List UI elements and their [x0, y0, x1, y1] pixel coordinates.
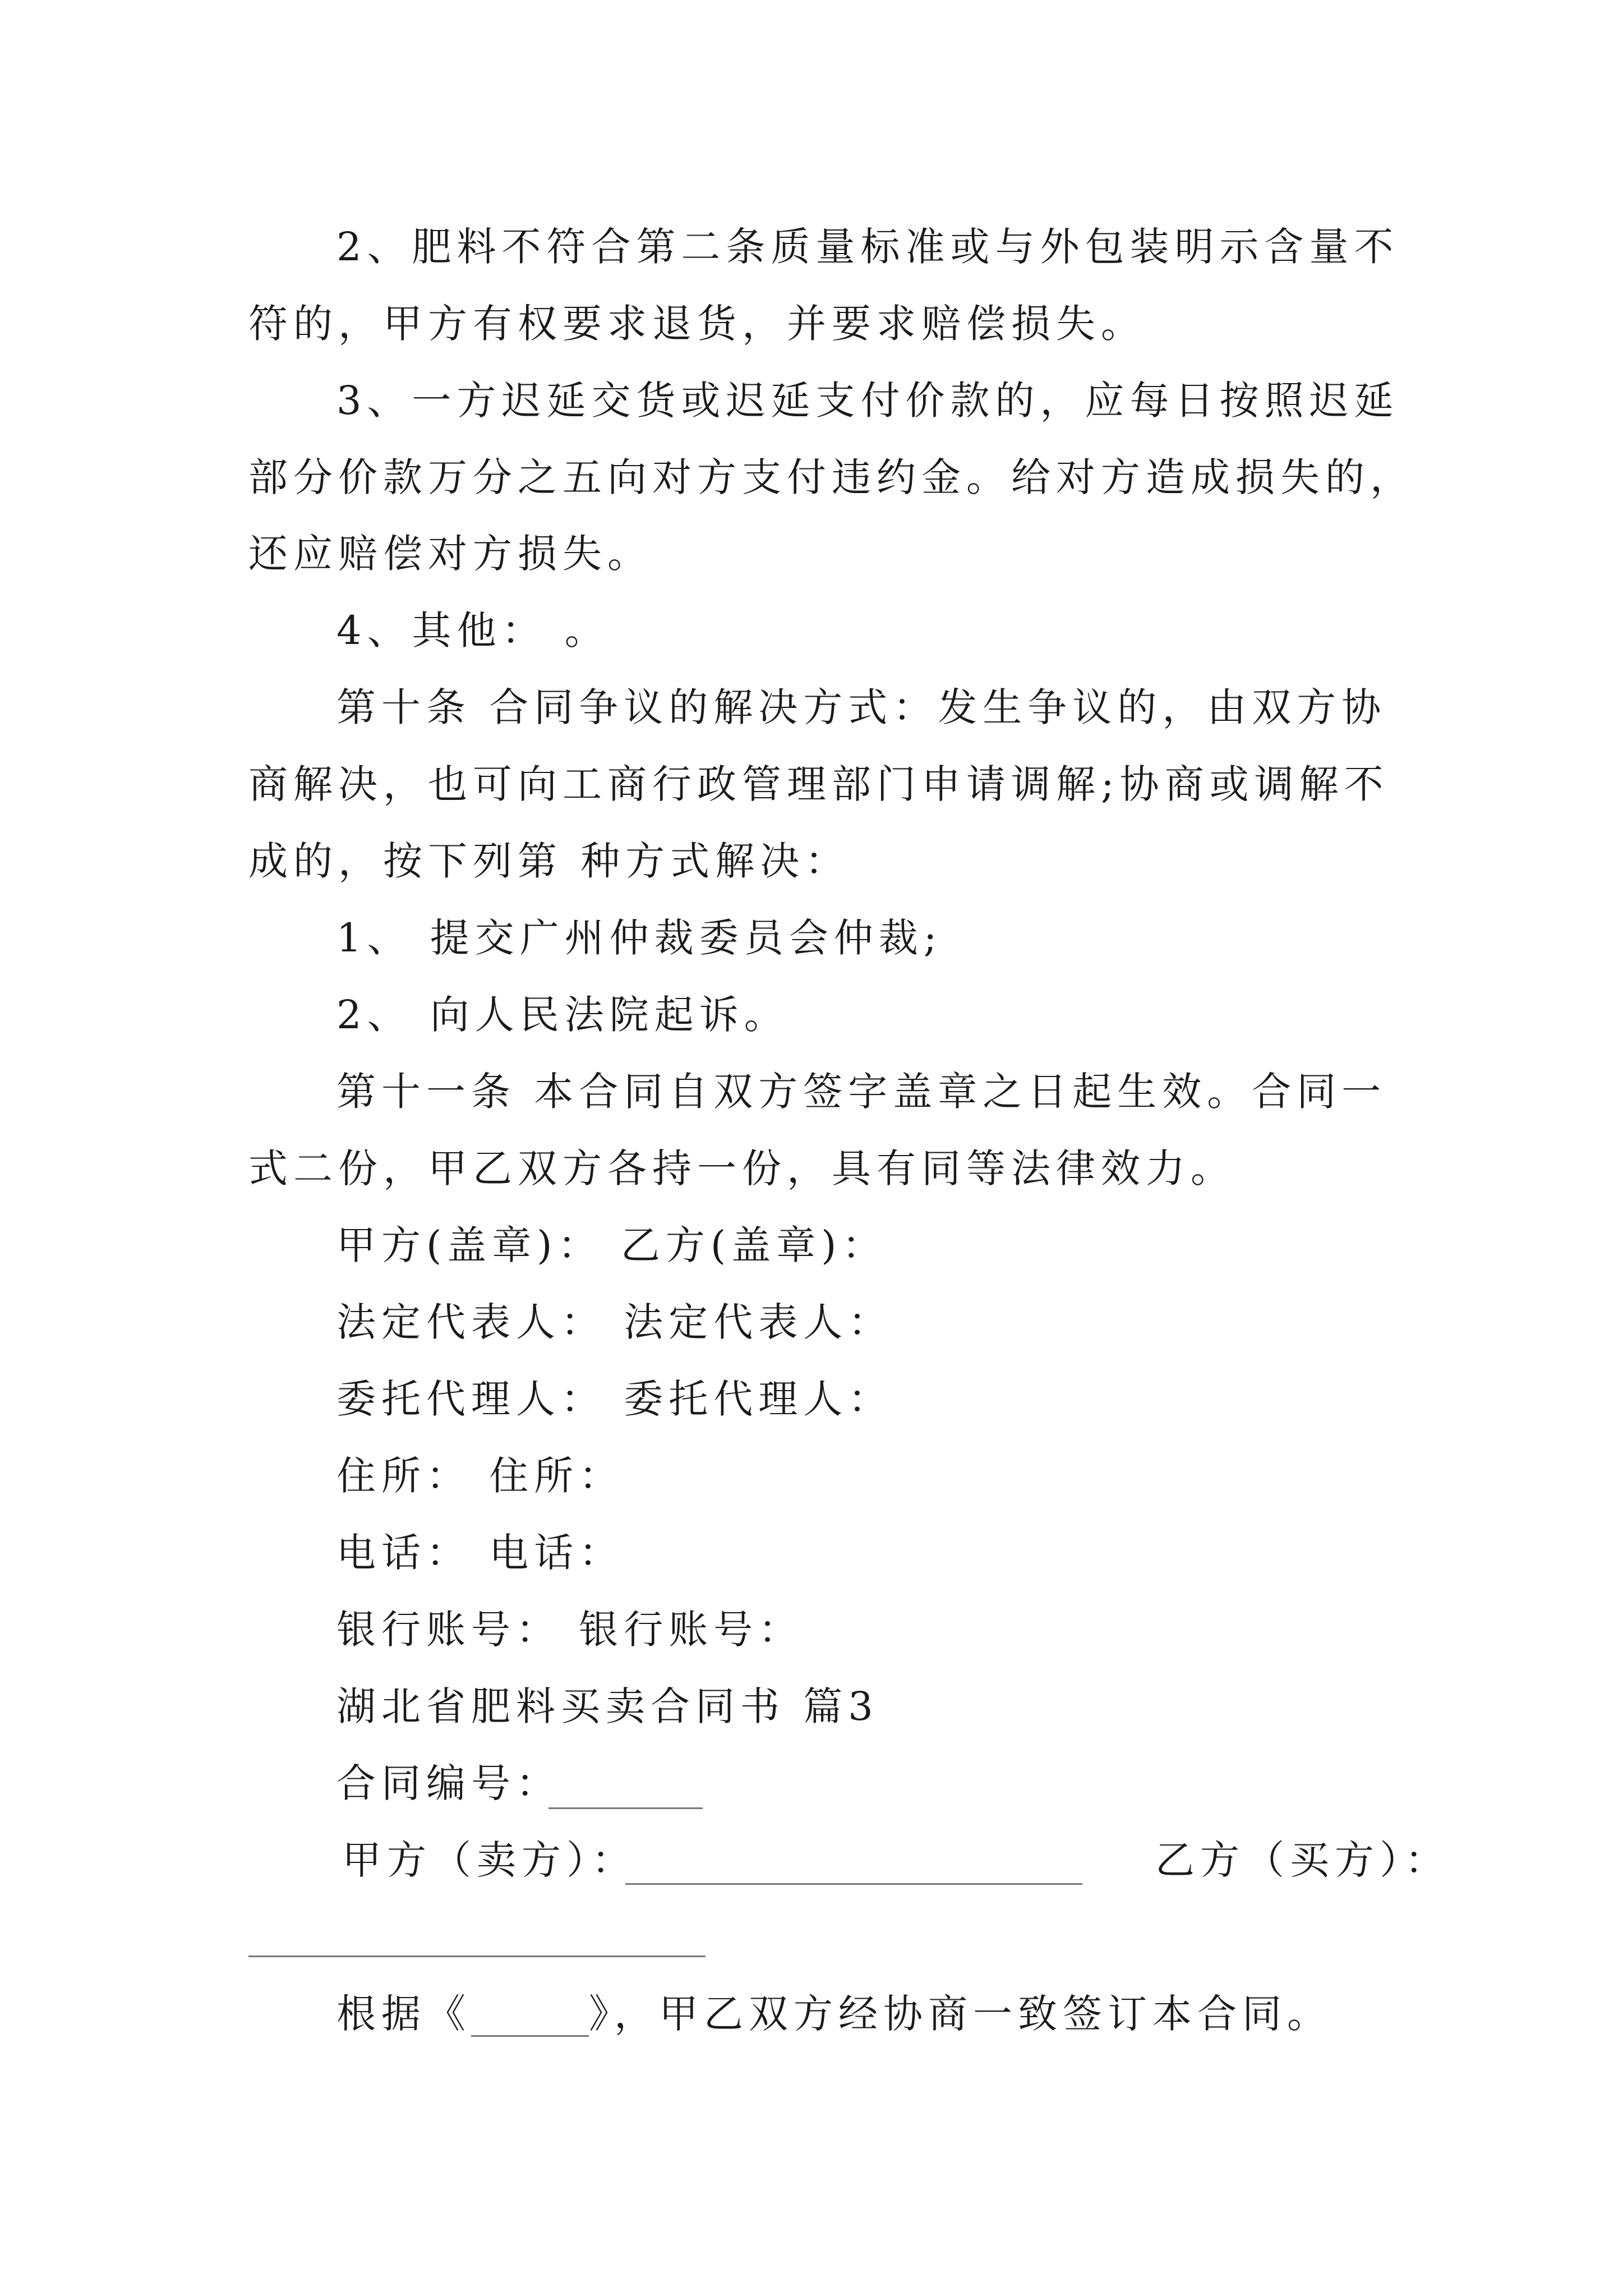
section-heading: 湖北省肥料买卖合同书 篇3 — [336, 1683, 879, 1729]
buyer-blank — [248, 1955, 706, 1957]
text-line: 电话： 电话： — [336, 1530, 624, 1576]
buyer-label: 乙方（买方）： — [1155, 1837, 1450, 1883]
text-line: 符的，甲方有权要求退货，并要求赔偿损失。 — [248, 301, 1146, 347]
text-line: 委托代理人： 委托代理人： — [336, 1376, 893, 1422]
seller-label: 甲方（卖方）： — [342, 1837, 637, 1883]
text-line: 2、 向人民法院起诉。 — [336, 992, 789, 1038]
text-line: 第十条 合同争议的解决方式：发生争议的，由双方协 — [336, 684, 1387, 730]
contract-number-blank — [548, 1807, 703, 1809]
contract-number-label: 合同编号： — [336, 1760, 561, 1806]
text-line: 成的，按下列第 种方式解决： — [248, 838, 850, 884]
contract-basis-line — [336, 1991, 1332, 2037]
text-line: 商解决，也可向工商行政管理部门申请调解;协商或调解不 — [248, 761, 1389, 807]
basis-suffix: 》，甲乙双方经协商一致签订本合同。 — [589, 1991, 1332, 2037]
text-line: 住所： 住所： — [336, 1453, 624, 1499]
text-line: 部分价款万分之五向对方支付违约金。给对方造成损失的， — [248, 454, 1415, 500]
text-line: 甲方(盖章)： 乙方(盖章)： — [336, 1222, 887, 1268]
basis-blank — [471, 1994, 589, 2033]
text-line: 法定代表人： 法定代表人： — [336, 1299, 893, 1345]
text-line: 3、一方迟延交货或迟延支付价款的，应每日按照迟延 — [336, 378, 1399, 424]
text-line: 还应赔偿对方损失。 — [248, 531, 652, 577]
text-line: 2、肥料不符合第二条质量标准或与外包装明示含量不 — [336, 224, 1399, 270]
seller-blank — [625, 1883, 1082, 1885]
text-line: 1、 提交广州仲裁委员会仲裁; — [336, 915, 943, 961]
text-line: 式二份，甲乙双方各持一份，具有同等法律效力。 — [248, 1145, 1235, 1191]
text-line: 第十一条 本合同自双方签字盖章之日起生效。合同一 — [336, 1069, 1387, 1115]
basis-prefix: 根据《 — [336, 1991, 471, 2037]
text-line: 4、其他： 。 — [336, 608, 610, 654]
text-line: 银行账号： 银行账号： — [336, 1607, 804, 1653]
